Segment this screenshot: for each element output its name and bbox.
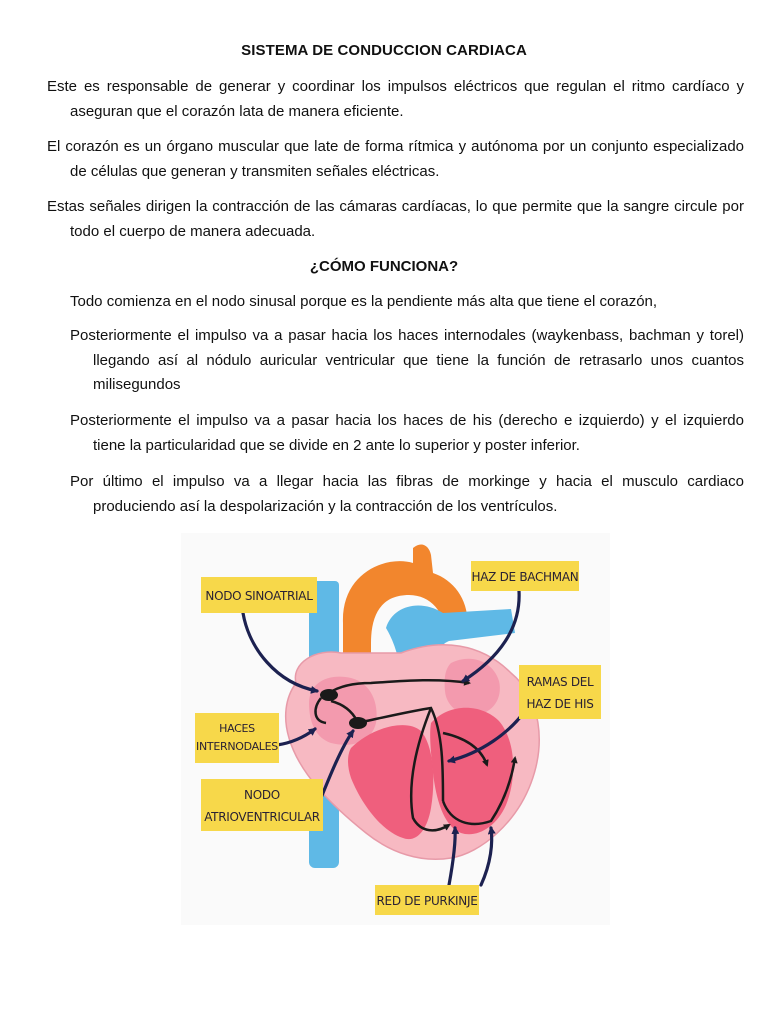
label-haces-internodales xyxy=(195,713,279,763)
label-haz-de-bachman xyxy=(471,561,579,591)
label-haces-line1: HACES xyxy=(219,722,255,735)
label-ramas-line2: HAZ DE HIS xyxy=(526,697,594,711)
step-paragraph-1: Todo comienza en el nodo sinusal porque es la pendiente más alta que tiene el corazón, xyxy=(70,293,658,310)
document-title: SISTEMA DE CONDUCCION CARDIACA xyxy=(241,42,527,59)
step-paragraph-2: Posteriormente el impulso va a pasar hacia los haces internodales (waykenbass, bachman y torel) llegando así al nódulo auricular ventricular que tiene la función de retrasarlo unos cuantos milisegundos xyxy=(70,327,744,393)
heart-illustration xyxy=(181,533,610,925)
intro-paragraph-1: Este es responsable de generar y coordinar los impulsos eléctricos que regulan el ritmo cardíaco y aseguran que el corazón lata de manera eficiente. xyxy=(47,78,744,120)
label-nodo-atrioventricular xyxy=(201,779,323,831)
intro-paragraph-3: Estas señales dirigen la contracción de las cámaras cardíacas, lo que permite que la sangre circule por todo el cuerpo de manera adecuada. xyxy=(47,198,744,240)
label-nodo-av-line1: NODO xyxy=(244,788,280,802)
label-red-de-purkinje-text: RED DE PURKINJE xyxy=(376,894,478,908)
sinoatrial-node-dot xyxy=(320,689,338,701)
section-title: ¿CÓMO FUNCIONA? xyxy=(309,258,459,275)
label-nodo-sinoatrial xyxy=(201,577,317,613)
label-haces-line2: INTERNODALES xyxy=(196,740,278,753)
label-red-de-purkinje xyxy=(375,885,479,915)
label-nodo-sinoatrial-text: NODO SINOATRIAL xyxy=(205,589,313,603)
label-haz-de-bachman-text: HAZ DE BACHMAN xyxy=(471,570,579,584)
intro-paragraph-2: El corazón es un órgano muscular que late de forma rítmica y autónoma por un conjunto especializado de células que generan y transmiten señales eléctricas. xyxy=(47,138,744,180)
heart-conduction-figure xyxy=(181,533,610,925)
step-paragraph-4: Por último el impulso va a llegar hacia las fibras de morkinge y hacia el musculo cardiaco produciendo así la despolarización y la contracción de los ventrículos. xyxy=(70,473,744,515)
step-paragraph-3: Posteriormente el impulso va a pasar hacia los haces de his (derecho e izquierdo) y el izquierdo tiene la particularidad que se divide en 2 ante lo superior y poster inferior. xyxy=(70,412,744,454)
atrioventricular-node-dot xyxy=(349,717,367,729)
label-ramas-del-haz-de-his xyxy=(519,665,601,719)
label-ramas-line1: RAMAS DEL xyxy=(526,675,594,689)
label-nodo-av-line2: ATRIOVENTRICULAR xyxy=(204,810,320,824)
